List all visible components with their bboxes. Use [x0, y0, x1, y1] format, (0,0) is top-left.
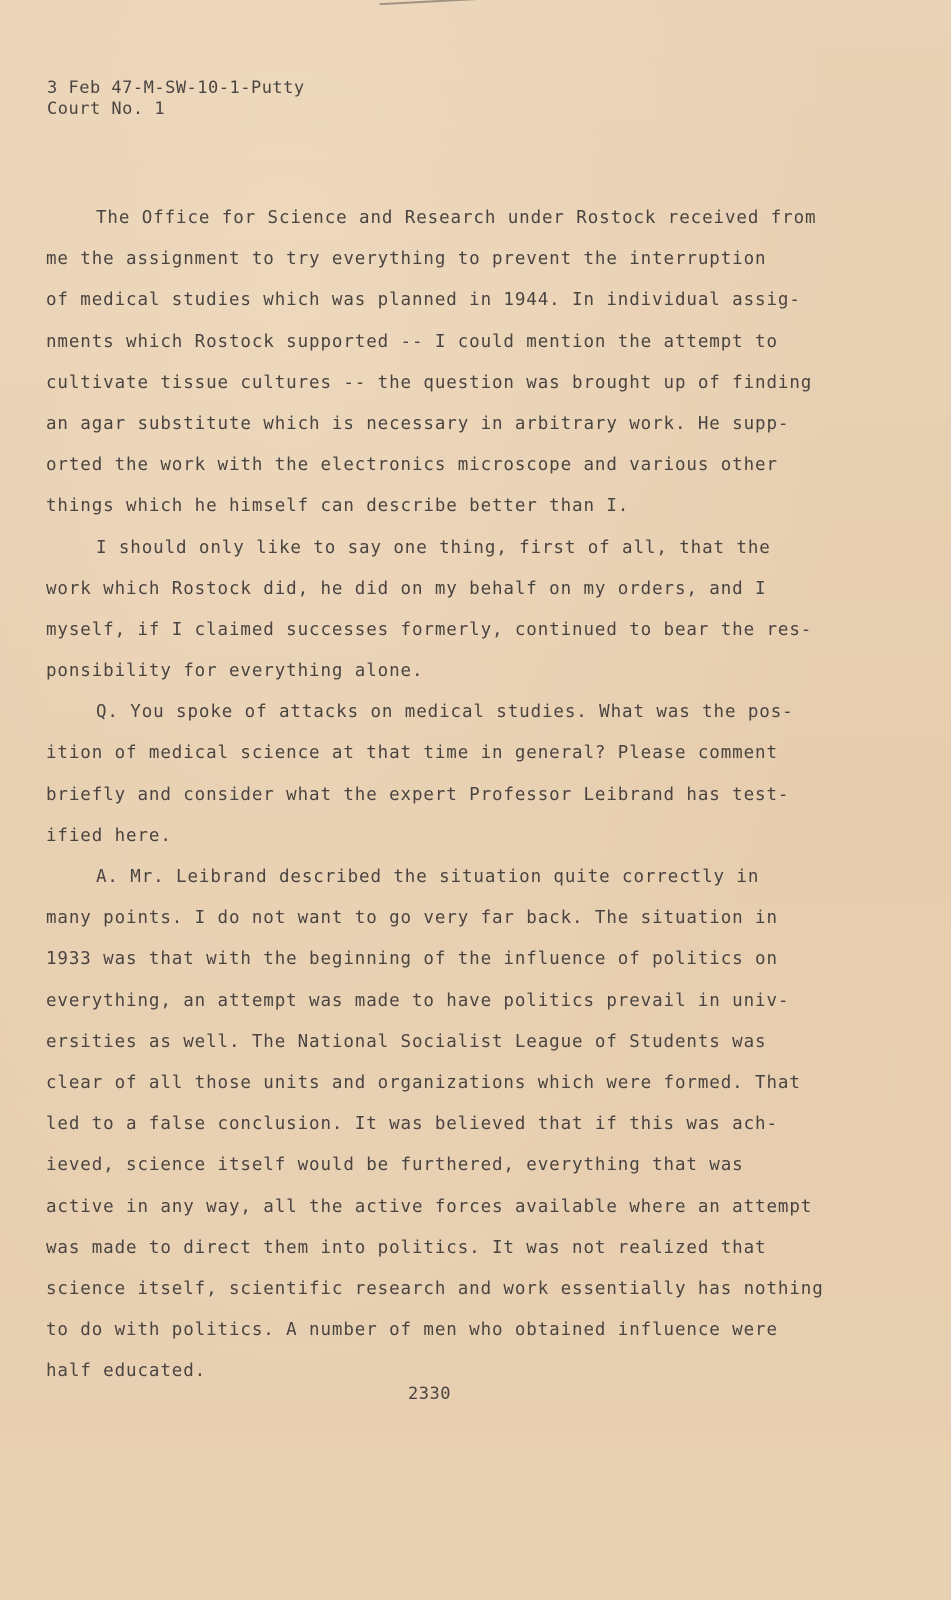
text-line: ified here.: [46, 825, 172, 846]
text-line: ieved, science itself would be furthered, everything that was: [46, 1155, 744, 1176]
text-line: was made to direct them into politics. It was not realized that: [46, 1237, 767, 1258]
page-number: 2330: [408, 1384, 451, 1404]
text-line: cultivate tissue cultures -- the question was brought up of finding: [46, 372, 813, 393]
text-line: nments which Rostock supported -- I could mention the attempt to: [46, 331, 778, 352]
text-line: an agar substitute which is necessary in arbitrary work. He supp-: [46, 413, 790, 434]
text-line: ponsibility for everything alone.: [46, 661, 424, 682]
text-line: things which he himself can describe better than I.: [46, 496, 630, 517]
text-line: to do with politics. A number of men who obtained influence were: [46, 1320, 778, 1341]
header-court: Court No. 1: [47, 99, 166, 119]
text-line: many points. I do not want to go very far back. The situation in: [46, 908, 778, 929]
text-line: orted the work with the electronics microscope and various other: [46, 455, 778, 476]
text-line: A. Mr. Leibrand described the situation quite correctly in: [96, 867, 760, 887]
text-line: Q. You spoke of attacks on medical studies. What was the pos-: [96, 702, 794, 723]
text-line: half educated.: [46, 1361, 207, 1382]
text-line: ersities as well. The National Socialist League of Students was: [46, 1031, 767, 1052]
paper-edge-mark: [380, 0, 501, 23]
text-line: ition of medical science at that time in general? Please comment: [46, 743, 778, 764]
text-line: briefly and consider what the expert Professor Leibrand has test-: [46, 784, 790, 805]
transcript-body: [46, 198, 886, 1392]
text-line: clear of all those units and organizations which were formed. That: [46, 1072, 801, 1093]
text-line: active in any way, all the active forces available where an attempt: [46, 1196, 813, 1217]
text-line: The Office for Science and Research under Rostock received from: [96, 208, 817, 228]
text-line: of medical studies which was planned in 1944. In individual assig-: [46, 290, 801, 311]
text-line: 1933 was that with the beginning of the influence of politics on: [46, 949, 778, 970]
text-line: led to a false conclusion. It was believed that if this was ach-: [46, 1114, 778, 1135]
text-line: I should only like to say one thing, first of all, that the: [96, 537, 771, 558]
text-line: me the assignment to try everything to prevent the interruption: [46, 249, 767, 270]
header-reference: 3 Feb 47-M-SW-10-1-Putty: [47, 78, 305, 98]
text-line: everything, an attempt was made to have politics prevail in univ-: [46, 990, 790, 1011]
document-header: [47, 78, 305, 120]
text-line: myself, if I claimed successes formerly, continued to bear the res-: [46, 619, 813, 640]
text-line: science itself, scientific research and work essentially has nothing: [46, 1278, 824, 1299]
text-line: work which Rostock did, he did on my behalf on my orders, and I: [46, 578, 767, 599]
